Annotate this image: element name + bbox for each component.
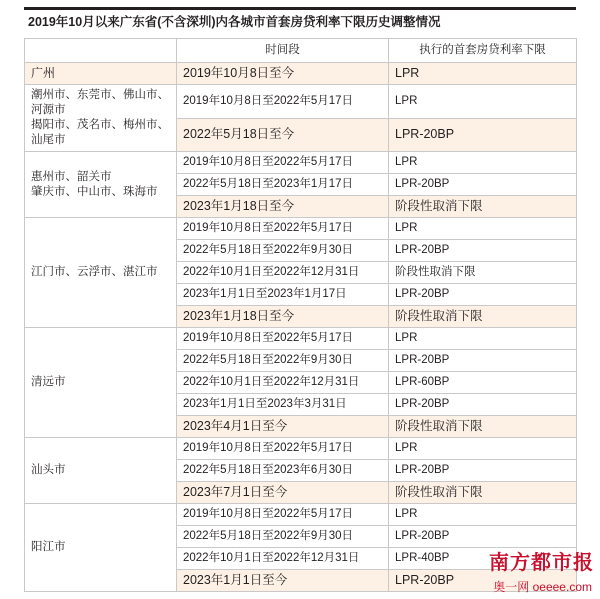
table-row	[25, 152, 577, 174]
title-top-rule	[24, 7, 576, 10]
city-cell: 惠州市、韶关市 肇庆市、中山市、珠海市	[25, 152, 177, 218]
table-body	[25, 63, 577, 592]
period-cell: 2019年10月8日至2022年5月17日	[177, 85, 389, 119]
site-watermark: 奥一网 oeeee.com	[493, 580, 592, 594]
rate-cell: LPR	[389, 438, 577, 460]
rate-cell: LPR	[389, 218, 577, 240]
rate-history-table	[24, 38, 577, 592]
period-cell: 2022年10月1日至2022年12月31日	[177, 372, 389, 394]
period-cell: 2023年7月1日至今	[177, 482, 389, 504]
rate-cell: LPR-20BP	[389, 526, 577, 548]
rate-cell: 阶段性取消下限	[389, 482, 577, 504]
table-header-row	[25, 39, 577, 63]
period-cell: 2022年10月1日至2022年12月31日	[177, 548, 389, 570]
period-cell: 2022年5月18日至今	[177, 118, 389, 152]
period-cell: 2022年5月18日至2022年9月30日	[177, 240, 389, 262]
rate-cell: LPR-20BP	[389, 174, 577, 196]
city-cell: 江门市、云浮市、湛江市	[25, 218, 177, 328]
period-cell: 2023年1月18日至今	[177, 196, 389, 218]
page-title: 2019年10月以来广东省(不含深圳)内各城市首套房贷利率下限历史调整情况	[28, 15, 441, 29]
rate-cell: LPR-60BP	[389, 372, 577, 394]
table-row	[25, 328, 577, 350]
city-cell: 清远市	[25, 328, 177, 438]
rate-cell: 阶段性取消下限	[389, 416, 577, 438]
period-cell: 2023年1月1日至2023年1月17日	[177, 284, 389, 306]
period-cell: 2019年10月8日至2022年5月17日	[177, 438, 389, 460]
rate-cell: LPR	[389, 85, 577, 119]
rate-cell: 阶段性取消下限	[389, 196, 577, 218]
rate-cell: LPR	[389, 152, 577, 174]
rate-cell: LPR-20BP	[389, 240, 577, 262]
rate-cell: LPR-20BP	[389, 350, 577, 372]
period-cell: 2019年10月8日至2022年5月17日	[177, 152, 389, 174]
rate-cell: 阶段性取消下限	[389, 306, 577, 328]
publisher-watermark: 南方都市报	[489, 552, 594, 574]
rate-cell: LPR	[389, 504, 577, 526]
rate-cell: LPR	[389, 328, 577, 350]
table-row	[25, 63, 577, 85]
column-header-period: 时间段	[177, 39, 389, 63]
rate-cell: LPR-40BP	[389, 548, 577, 570]
period-cell: 2022年5月18日至2022年9月30日	[177, 526, 389, 548]
period-cell: 2023年1月1日至2023年3月31日	[177, 394, 389, 416]
period-cell: 2019年10月8日至2022年5月17日	[177, 218, 389, 240]
rate-cell: LPR-20BP	[389, 118, 577, 152]
city-cell: 汕头市	[25, 438, 177, 504]
rate-cell: LPR	[389, 63, 577, 85]
period-cell: 2019年10月8日至2022年5月17日	[177, 504, 389, 526]
table-row	[25, 504, 577, 526]
infographic-page	[0, 12, 600, 599]
table-row	[25, 438, 577, 460]
column-header-city	[25, 39, 177, 63]
city-cell: 潮州市、东莞市、佛山市、河源市 揭阳市、茂名市、梅州市、汕尾市	[25, 85, 177, 152]
period-cell: 2023年1月18日至今	[177, 306, 389, 328]
table-head	[25, 39, 577, 63]
period-cell: 2022年5月18日至2023年1月17日	[177, 174, 389, 196]
period-cell: 2019年10月8日至今	[177, 63, 389, 85]
period-cell: 2022年10月1日至2022年12月31日	[177, 262, 389, 284]
rate-cell: LPR-20BP	[389, 394, 577, 416]
city-cell: 广州	[25, 63, 177, 85]
title-block	[28, 12, 573, 32]
table-row	[25, 85, 577, 119]
city-cell: 阳江市	[25, 504, 177, 592]
rate-cell: 阶段性取消下限	[389, 262, 577, 284]
period-cell: 2019年10月8日至2022年5月17日	[177, 328, 389, 350]
period-cell: 2023年4月1日至今	[177, 416, 389, 438]
rate-cell: LPR-20BP	[389, 570, 577, 592]
column-header-rate: 执行的首套房贷利率下限	[389, 39, 577, 63]
table-row	[25, 218, 577, 240]
rate-cell: LPR-20BP	[389, 460, 577, 482]
period-cell: 2022年5月18日至2023年6月30日	[177, 460, 389, 482]
rate-cell: LPR-20BP	[389, 284, 577, 306]
period-cell: 2023年1月1日至今	[177, 570, 389, 592]
period-cell: 2022年5月18日至2022年9月30日	[177, 350, 389, 372]
